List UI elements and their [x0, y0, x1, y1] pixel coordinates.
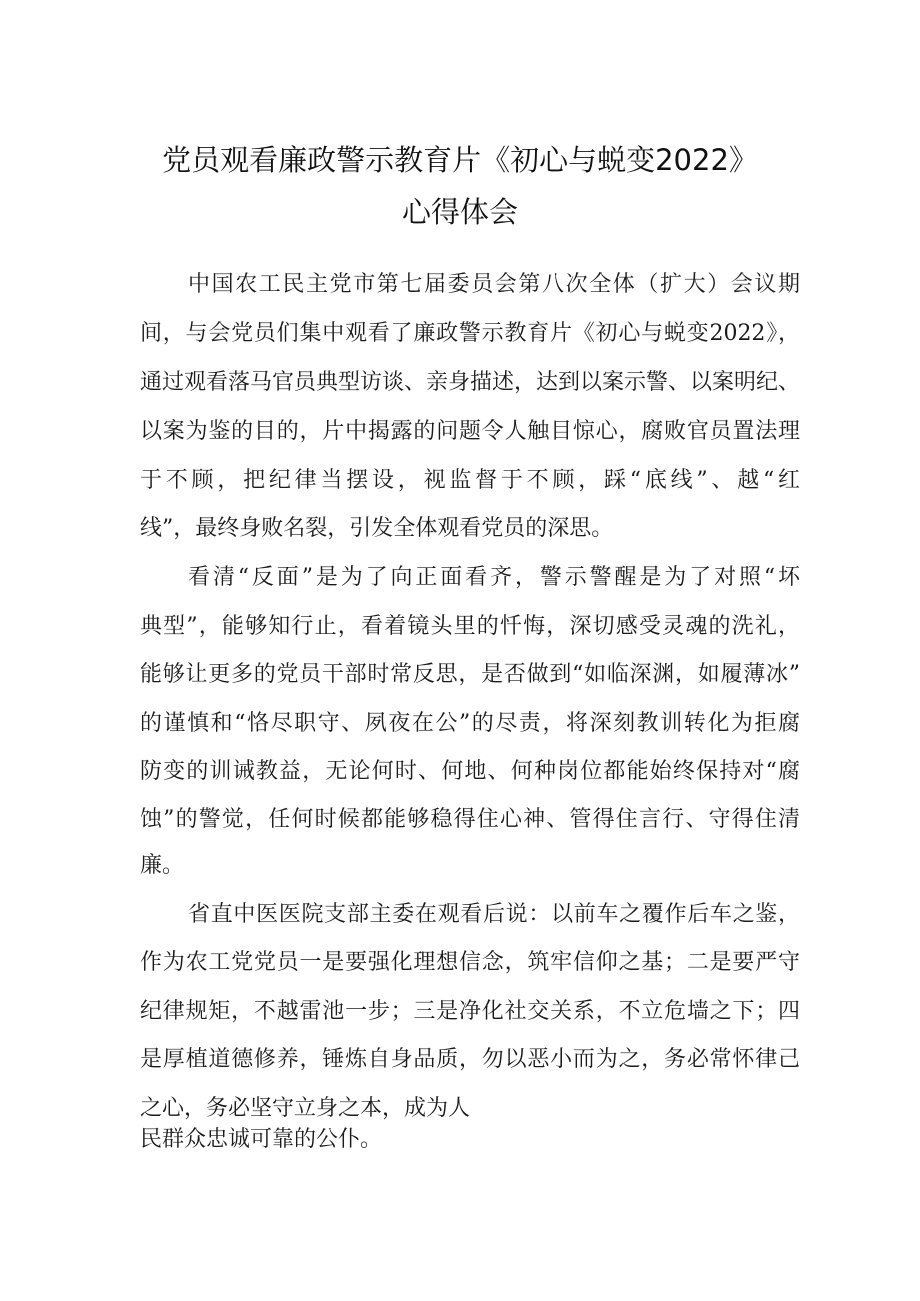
paragraph-line: 廉。: [140, 853, 185, 878]
paragraph-line: 作为农工党党员一是要强化理想信念，筑牢信仰之基；二是要严守: [140, 950, 800, 975]
paragraph-line: 中国农工民主党市第七届委员会第八次全体（扩大）会议期: [188, 272, 800, 297]
paragraph-line: 于不顾，把纪律当摆设，视监督于不顾，踩“底线”、越“红: [140, 468, 800, 493]
paragraph-line: 民群众忠诚可靠的公仆。: [140, 1127, 383, 1152]
paragraph-line: 典型”，能够知行止，看着镜头里的忏悔，深切感受灵魂的洗礼，: [140, 614, 800, 639]
paragraph-line: 以案为鉴的目的，片中揭露的问题令人触目惊心，腐败官员置法理: [140, 419, 800, 444]
document-title-line1: 党员观看廉政警示教育片《初心与蜕变2022》: [162, 143, 758, 177]
document-title-line2: 心得体会: [401, 195, 518, 229]
paragraph-line: 看清“反面”是为了向正面看齐，警示警醒是为了对照“坏: [188, 565, 800, 590]
paragraph-line: 的谨慎和“恪尽职守、夙夜在公”的尽责，将深刻教训转化为拒腐: [140, 711, 800, 736]
paragraph-line: 蚀”的警觉，任何时候都能够稳得住心神、管得住言行、守得住清: [140, 807, 800, 832]
paragraph-line: 之心，务必坚守立身之本，成为人: [140, 1096, 471, 1121]
paragraph-line: 能够让更多的党员干部时常反思，是否做到“如临深渊，如履薄冰”: [140, 662, 800, 687]
paragraph-line: 省直中医医院支部主委在观看后说：以前车之覆作后车之鉴，: [188, 902, 800, 927]
paragraph-line: 是厚植道德修养，锤炼自身品质，勿以恶小而为之，务必常怀律己: [140, 1047, 800, 1072]
paragraph-line: 间，与会党员们集中观看了廉政警示教育片《初心与蜕变2022》，: [140, 321, 800, 346]
paragraph-line: 线”，最终身败名裂，引发全体观看党员的深思。: [140, 516, 614, 541]
paragraph-line: 防变的训诫教益，无论何时、何地、何种岗位都能始终保持对“腐: [140, 759, 800, 784]
paragraph-line: 通过观看落马官员典型访谈、亲身描述，达到以案示警、以案明纪、: [140, 370, 801, 395]
paragraph-line: 纪律规矩，不越雷池一步；三是净化社交关系，不立危墙之下；四: [140, 999, 800, 1024]
